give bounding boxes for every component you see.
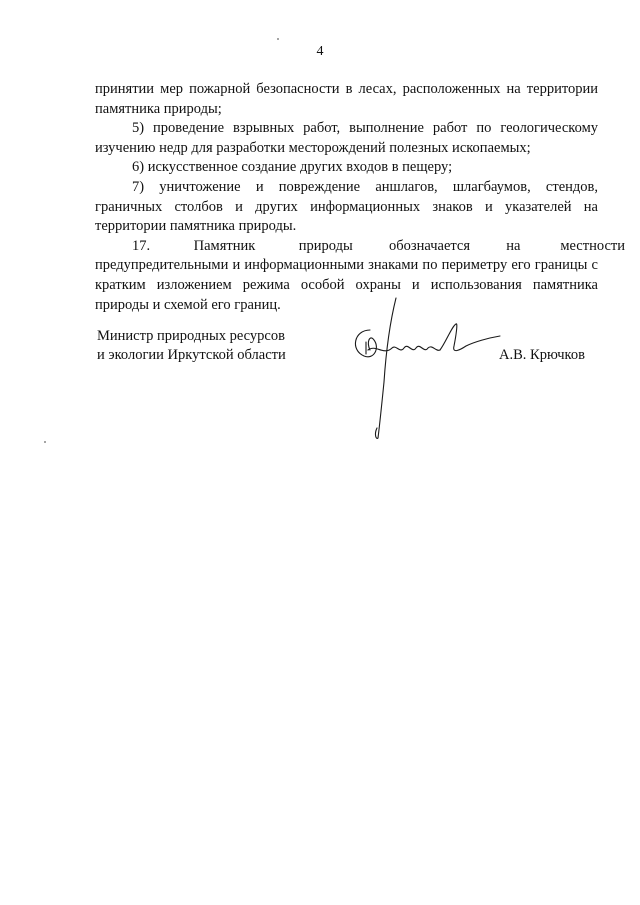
signatory-name: А.В. Крючков <box>499 347 585 363</box>
paragraph-item-6: 6) искусственное создание других входов в пещеру; <box>132 159 453 176</box>
handwritten-signature <box>340 292 510 442</box>
paragraph-item-17: 17. Памятник природы обозначается на местности предупредительными и информационными знаками по периметру его границы с кратким изложением режима особой охраны и использования памятника природы и схемой его границ. <box>95 237 625 313</box>
signatory-title-line-2: и экологии Иркутской области <box>97 347 286 363</box>
scan-speck <box>44 441 46 443</box>
scan-speck <box>277 38 279 40</box>
page-number: 4 <box>316 44 324 59</box>
paragraph-item-7: 7) уничтожение и повреждение аншлагов, шлагбаумов, стендов, граничных столбов и других информационных знаков и указателей на территории памятника природы. <box>95 178 598 235</box>
signatory-title <box>97 327 286 365</box>
document-body <box>95 80 625 315</box>
paragraph-fire-safety: принятии мер пожарной безопасности в лесах, расположенных на территории памятника природы; <box>95 81 598 117</box>
paragraph-item-5: 5) проведение взрывных работ, выполнение работ по геологическому изучению недр для разработки месторождений полезных ископаемых; <box>95 120 598 156</box>
signatory-title-line-1: Министр природных ресурсов <box>97 328 285 344</box>
